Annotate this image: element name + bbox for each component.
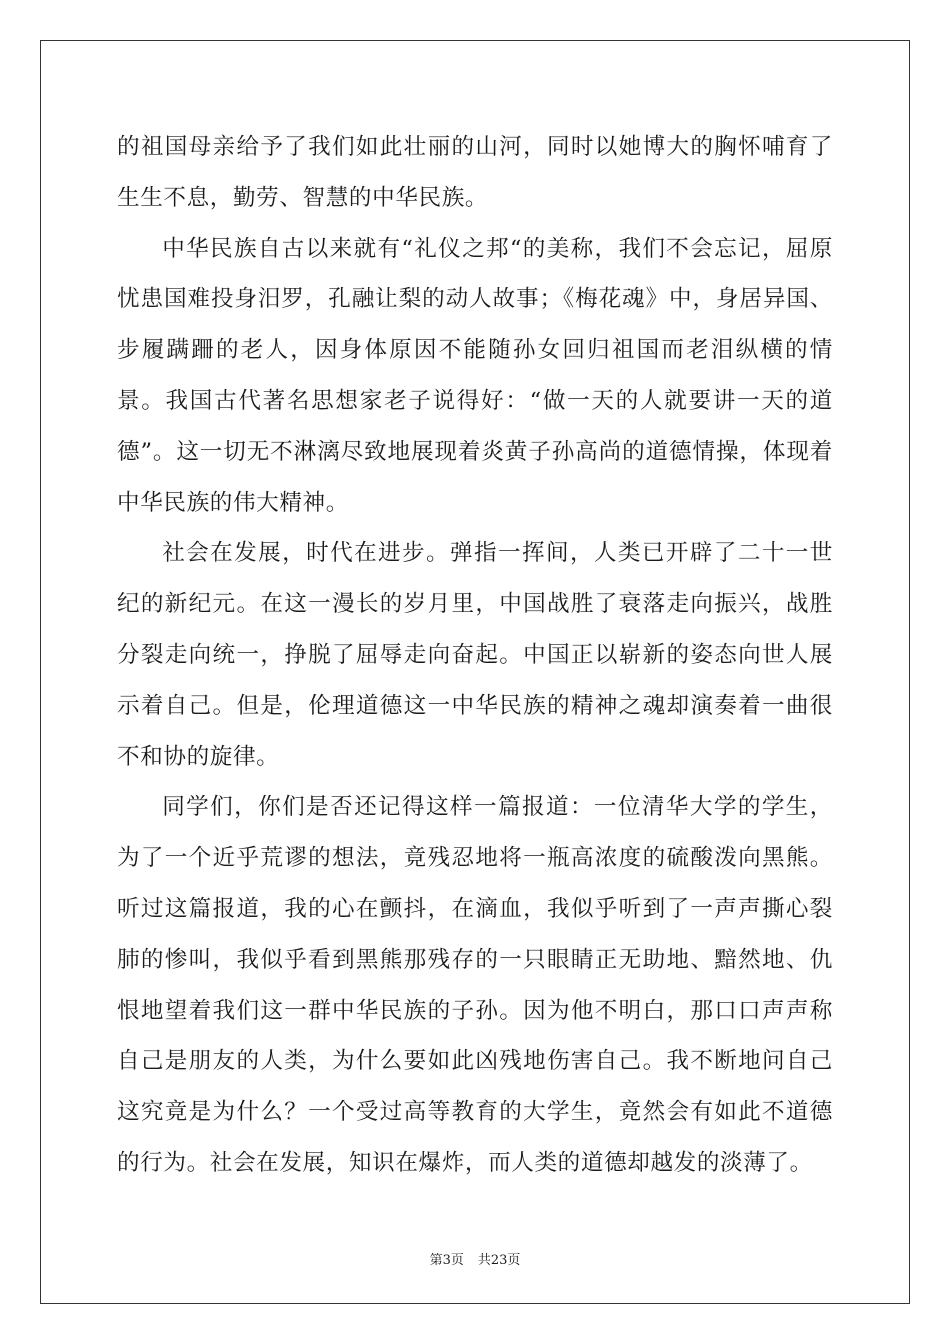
paragraph: 中华民族自古以来就有“礼仪之邦“的美称，我们不会忘记，屈原忧患国难投身汨罗，孔融让梨的动人故事；《梅花魂》中，身居异国、步履蹒跚的老人，因身体原因不能随孙女回归祖国而老泪纵横的情景。我国古代著名思想家老子说得好：“做一天的人就要讲一天的道德”。这一切无不淋漓尽致地展现着炎黄子孙高尚的道德情操，体现着中华民族的伟大精神。 — [117, 235, 833, 516]
page-footer — [0, 1249, 950, 1268]
page-number: 第3页 — [429, 1253, 464, 1268]
paragraph-continued: 的祖国母亲给予了我们如此壮丽的山河，同时以她博大的胸怀哺育了生生不息，勤劳、智慧的中华民族。 — [117, 134, 833, 211]
paragraph: 社会在发展，时代在进步。弹指一挥间，人类已开辟了二十一世纪的新纪元。在这一漫长的岁月里，中国战胜了衰落走向振兴，战胜分裂走向统一，挣脱了屈辱走向奋起。中国正以崭新的姿态向世人展示着自己。但是，伦理道德这一中华民族的精神之魂却演奏着一曲很不和协的旋律。 — [117, 540, 833, 770]
total-pages: 共23页 — [477, 1253, 521, 1268]
paragraph: 同学们，你们是否还记得这样一篇报道：一位清华大学的学生，为了一个近乎荒谬的想法，竟残忍地将一瓶高浓度的硫酸泼向黑熊。听过这篇报道，我的心在颤抖，在滴血，我似乎听到了一声声撕心裂肺的惨叫，我似乎看到黑熊那残存的一只眼睛正无助地、黯然地、仇恨地望着我们这一群中华民族的子孙。因为他不明白，那口口声声称自己是朋友的人类，为什么要如此凶残地伤害自己。我不断地问自己这究竟是为什么？一个受过高等教育的大学生，竟然会有如此不道德的行为。社会在发展，知识在爆炸，而人类的道德却越发的淡薄了。 — [117, 794, 833, 1176]
document-body — [117, 122, 833, 1189]
